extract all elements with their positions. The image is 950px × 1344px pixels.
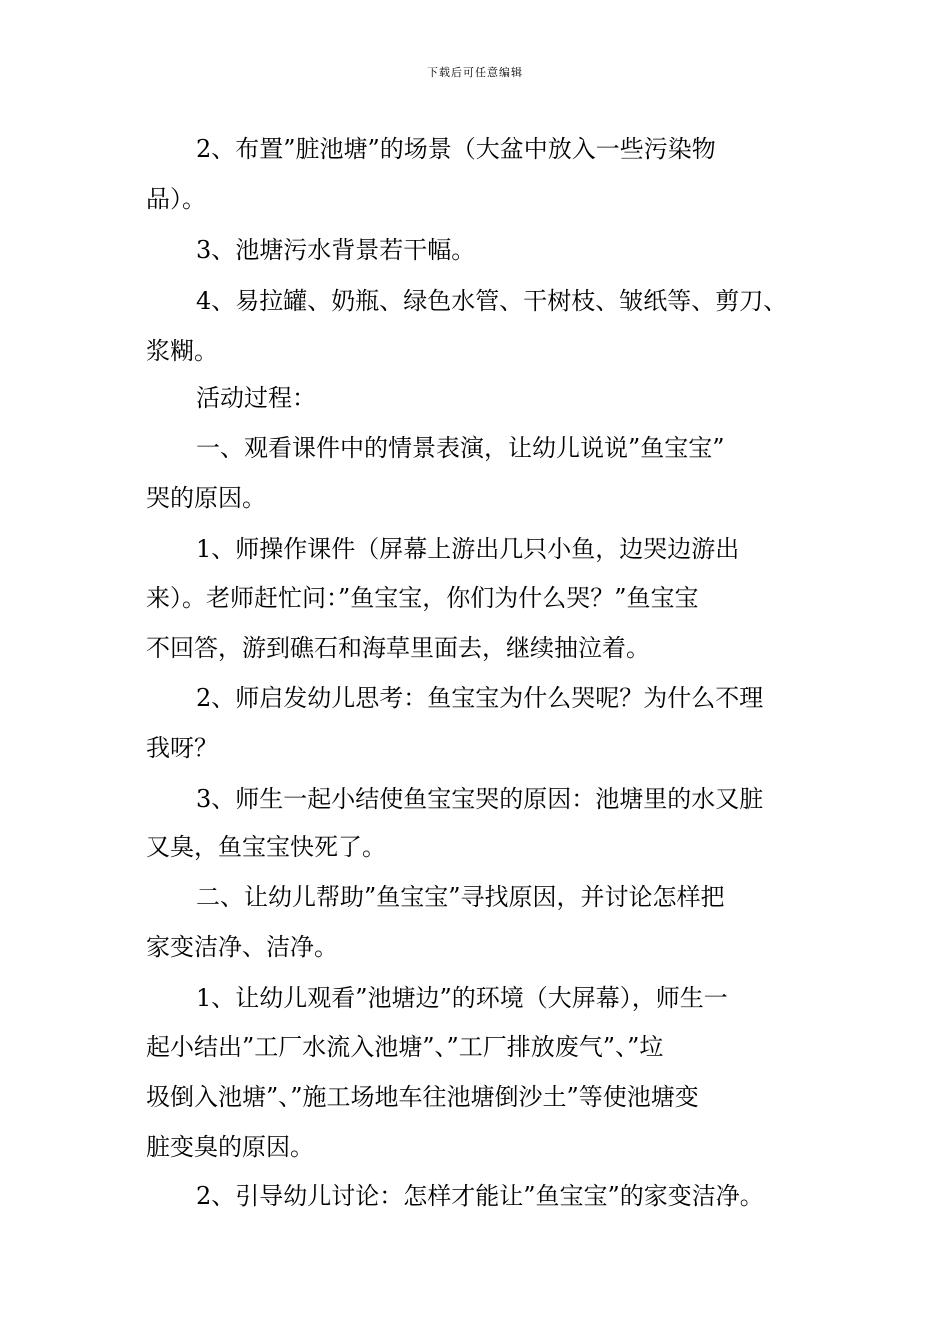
text-line: 4、易拉罐、奶瓶、绿色水管、干树枝、皱纸等、剪刀、: [196, 287, 788, 315]
text-line: 二、让幼儿帮助”鱼宝宝”寻找原因，并讨论怎样把: [196, 883, 725, 911]
text-line: 活动过程：: [196, 384, 316, 412]
text-line: 3、师生一起小结使鱼宝宝哭的原因：池塘里的水又脏: [196, 785, 764, 813]
text-line: 2、引导幼儿讨论：怎样才能让”鱼宝宝”的家变洁净。: [196, 1182, 764, 1210]
text-line: 一、观看课件中的情景表演，让幼儿说说”鱼宝宝”: [196, 434, 725, 462]
text-line: 1、师操作课件（屏幕上游出几只小鱼，边哭边游出: [196, 535, 740, 563]
text-line: 不回答，游到礁石和海草里面去，继续抽泣着。: [146, 634, 650, 662]
text-line: 来）。老师赶忙问：”鱼宝宝，你们为什么哭？”鱼宝宝: [146, 584, 699, 612]
text-line: 脏变臭的原因。: [146, 1133, 314, 1161]
text-line: 又臭，鱼宝宝快死了。: [146, 833, 386, 861]
text-line: 家变洁净、洁净。: [146, 933, 338, 961]
text-line: 品）。: [146, 185, 206, 213]
text-line: 3、池塘污水背景若干幅。: [196, 236, 476, 264]
text-line: 浆糊。: [146, 337, 218, 365]
text-line: 哭的原因。: [146, 484, 266, 512]
text-line: 1、让幼儿观看”池塘边”的环境（大屏幕），师生一: [196, 984, 728, 1012]
text-line: 2、布置”脏池塘”的场景（大盆中放入一些污染物: [196, 135, 716, 163]
text-line: 2、师启发幼儿思考：鱼宝宝为什么哭呢？为什么不理: [196, 684, 764, 712]
text-line: 圾倒入池塘”、”施工场地车往池塘倒沙土”等使池塘变: [146, 1083, 699, 1111]
page-header: 下载后可任意编辑: [427, 66, 523, 79]
text-line: 我呀？: [146, 734, 218, 762]
text-line: 起小结出”工厂水流入池塘”、”工厂排放废气”、”垃: [146, 1033, 664, 1061]
